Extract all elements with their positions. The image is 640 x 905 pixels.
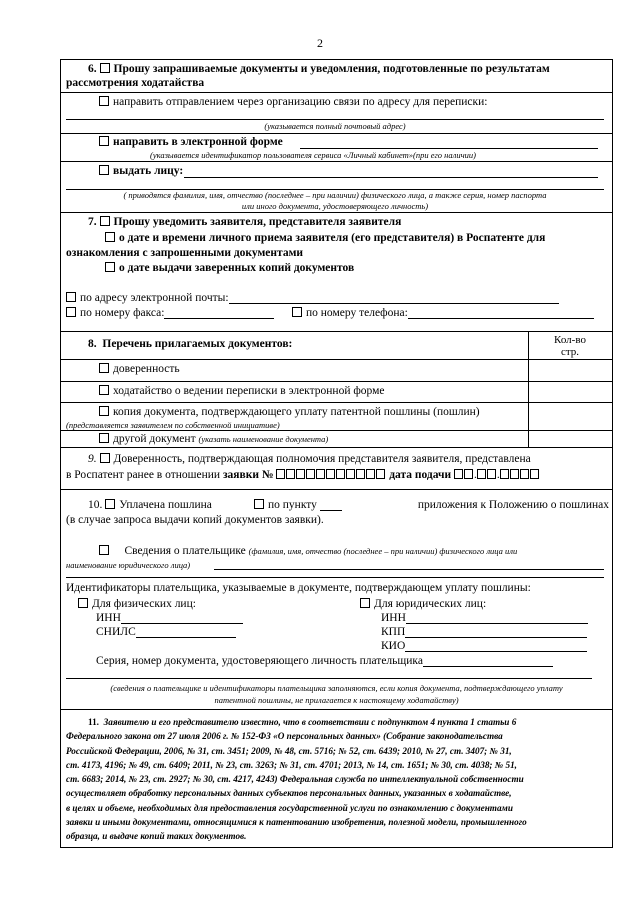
divider [60, 212, 613, 213]
s8-count-header: Кол-во стр. [554, 334, 586, 358]
phone-field[interactable] [408, 307, 594, 319]
page-number: 2 [317, 36, 323, 50]
s10-line2: (в случае запроса выдачи копий документов заявки). [66, 514, 324, 526]
s7-option-date-cont: ознакомления с запрошенными документами [66, 247, 304, 259]
s9-line2: в Роспатент ранее в отношении заявки № дата подачи . . [66, 469, 540, 481]
s10-for-legal[interactable]: Для юридических лиц: [360, 598, 486, 610]
snils: СНИЛС [96, 626, 236, 638]
divider [60, 133, 613, 134]
s10-by-item[interactable]: по пункту [254, 499, 342, 511]
divider [60, 489, 613, 490]
fax-field[interactable] [164, 307, 274, 319]
s7-phone[interactable]: по номеру телефона: [292, 307, 594, 319]
divider [60, 381, 613, 382]
inn-legal: ИНН [381, 612, 588, 624]
inn-individual-field[interactable] [121, 612, 243, 624]
frame-left [60, 59, 61, 848]
snils-field[interactable] [136, 626, 236, 638]
s8-fee-hint: (представляется заявителем по собственной инициативе) [66, 420, 280, 430]
checkbox[interactable] [99, 385, 109, 395]
s11-consent-text [66, 715, 608, 844]
frame-top [60, 59, 613, 60]
s8-item-petition[interactable]: ходатайство о ведении переписки в электронной форме [99, 385, 385, 397]
checkbox[interactable] [99, 136, 109, 146]
s6-person-hint-1: ( приводятся фамилия, имя, отчество (последнее – при наличии) физического лица, а также серия, номер паспорта [123, 190, 547, 200]
checkbox[interactable] [105, 232, 115, 242]
s9-checkbox[interactable] [100, 453, 110, 463]
inn-legal-field[interactable] [406, 612, 588, 624]
s10-appendix: приложения к Положению о пошлинах [417, 499, 609, 511]
checkbox[interactable] [99, 363, 109, 373]
s10-for-individuals[interactable]: Для физических лиц: [78, 598, 196, 610]
s7-option-date[interactable]: о дате и времени личного приема заявителя (его представителя) в Роспатенте для [105, 232, 545, 244]
s10-note-2: патентной пошлины, не прилагается к настоящему ходатайству) [214, 695, 459, 705]
s11-line: 11. Заявителю и его представителю известно, что в соответствии с подпунктом 4 пункта 1 статьи 6 [88, 717, 517, 727]
s6-mail-hint: (указывается полный почтовый адрес) [264, 121, 406, 131]
checkbox[interactable] [292, 307, 302, 317]
s8-item-power-of-attorney[interactable]: доверенность [99, 363, 180, 375]
checkbox[interactable] [66, 307, 76, 317]
s8-title: 8. Перечень прилагаемых документов: [88, 338, 293, 350]
s6-option-electronic[interactable]: направить в электронной форме [99, 136, 283, 148]
s10-note-1: (сведения о плательщике и идентификаторы плательщика заполняются, если копия документа, подтверждающего уплату [110, 683, 563, 693]
kio-field[interactable] [405, 640, 587, 652]
s11-line: Российской Федерации, 2006, № 31, ст. 3451; 2009, № 48, ст. 5716; № 52, ст. 6439; 2010, № 27, ст. 3407; № 31, [66, 745, 512, 756]
s8-item-fee-copy[interactable]: копия документа, подтверждающего уплату патентной пошлины (пошлин) [99, 406, 480, 418]
payer-name-line-2[interactable] [66, 577, 604, 578]
s7-title: 7. Прошу уведомить заявителя, представителя заявителя [88, 216, 402, 228]
divider [60, 92, 613, 93]
s10-ids-title: Идентификаторы плательщика, указываемые в документе, подтверждающем уплату пошлины: [66, 582, 531, 594]
divider [60, 447, 613, 448]
divider [60, 331, 613, 332]
electronic-id-line[interactable] [300, 148, 598, 149]
checkbox[interactable] [99, 406, 109, 416]
id-document-field[interactable] [423, 655, 553, 667]
s11-line: заявки и иными документами, относящимися к патентованию изобретения, полезной модели, промышленного [66, 817, 527, 828]
s11-line: осуществляет обработку персональных данных субъектов персональных данных, указанных в ходатайстве, [66, 788, 512, 799]
checkbox[interactable] [254, 499, 264, 509]
id-document: Серия, номер документа, удостоверяющего личность плательщика [96, 655, 553, 667]
s7-fax[interactable]: по номеру факса: [66, 307, 274, 319]
s10-fee-paid[interactable]: 10. Уплачена пошлина [88, 499, 212, 511]
s6-checkbox[interactable] [100, 63, 110, 73]
checkbox[interactable] [99, 433, 109, 443]
s11-line: Федерального закона от 27 июля 2006 г. № 152-ФЗ «О персональных данных» (Собрание законодательства [66, 731, 503, 742]
checkbox[interactable] [105, 262, 115, 272]
s7-email[interactable]: по адресу электронной почты: [66, 292, 559, 304]
person-line[interactable] [184, 177, 598, 178]
s11-line: ст. 4173, 4196; № 49, ст. 6409; 2011, № 23, ст. 3263; № 31, ст. 4701; 2013, № 14, ст. 1651; № 30, ст. 4038; № 51, [66, 759, 517, 770]
application-number-boxes[interactable] [276, 469, 386, 481]
inn-individual: ИНН [96, 612, 243, 624]
checkbox[interactable] [99, 96, 109, 106]
s8-item-other[interactable]: другой документ (указать наименование документа) [99, 433, 328, 445]
s10-payer-info[interactable]: Сведения о плательщике (фамилия, имя, отчество (последнее – при наличии) физического лица или [99, 545, 517, 557]
s6-option-mail[interactable]: направить отправлением через организацию связи по адресу для переписки: [99, 96, 487, 108]
divider [60, 359, 613, 360]
s11-line: ст. 6683; 2014, № 23, ст. 2927; № 30, ст. 4217, 4243) Федеральная служба по интеллектуальной собственности [66, 774, 524, 785]
divider [60, 709, 613, 710]
s11-line: образца, и выдаче копий таких документов. [66, 831, 247, 842]
frame-bottom [60, 847, 613, 848]
checkbox[interactable] [105, 499, 115, 509]
s6-electronic-hint: (указывается идентификатор пользователя сервиса «Личный кабинет»(при его наличии) [150, 150, 476, 160]
payer-name-line[interactable] [214, 569, 604, 570]
s7-checkbox[interactable] [100, 216, 110, 226]
s6-option-person[interactable]: выдать лицу: [99, 165, 183, 177]
divider [60, 402, 613, 403]
filing-date-boxes[interactable]: . . [454, 469, 540, 481]
s6-title: 6. Прошу запрашиваемые документы и уведомления, подготовленные по результатам [88, 63, 550, 75]
checkbox[interactable] [78, 598, 88, 608]
mail-address-line[interactable] [66, 119, 604, 120]
checkbox[interactable] [360, 598, 370, 608]
kpp-field[interactable] [405, 626, 587, 638]
item-number-field[interactable] [320, 499, 342, 511]
s6-person-hint-2: или иного документа, удостоверяющего личность) [241, 201, 429, 211]
s7-option-copies[interactable]: о дате выдачи заверенных копий документов [105, 262, 354, 274]
s9-line1: 9. Доверенность, подтверждающая полномочия представителя заявителя, представлена [88, 453, 531, 465]
checkbox[interactable] [99, 165, 109, 175]
kpp: КПП [381, 626, 587, 638]
id-document-line-2[interactable] [66, 678, 592, 679]
email-field[interactable] [229, 292, 559, 304]
checkbox[interactable] [99, 545, 109, 555]
frame-right [612, 59, 613, 848]
checkbox[interactable] [66, 292, 76, 302]
s11-line: в целях и объеме, необходимых для предоставления государственной услуги по ознакомлению с документами [66, 802, 513, 813]
kio: КИО [381, 640, 587, 652]
s10-payer-hint-2: наименование юридического лица) [66, 560, 191, 570]
s6-title-cont: рассмотрения ходатайства [66, 77, 205, 89]
divider [60, 161, 613, 162]
divider [60, 430, 613, 431]
